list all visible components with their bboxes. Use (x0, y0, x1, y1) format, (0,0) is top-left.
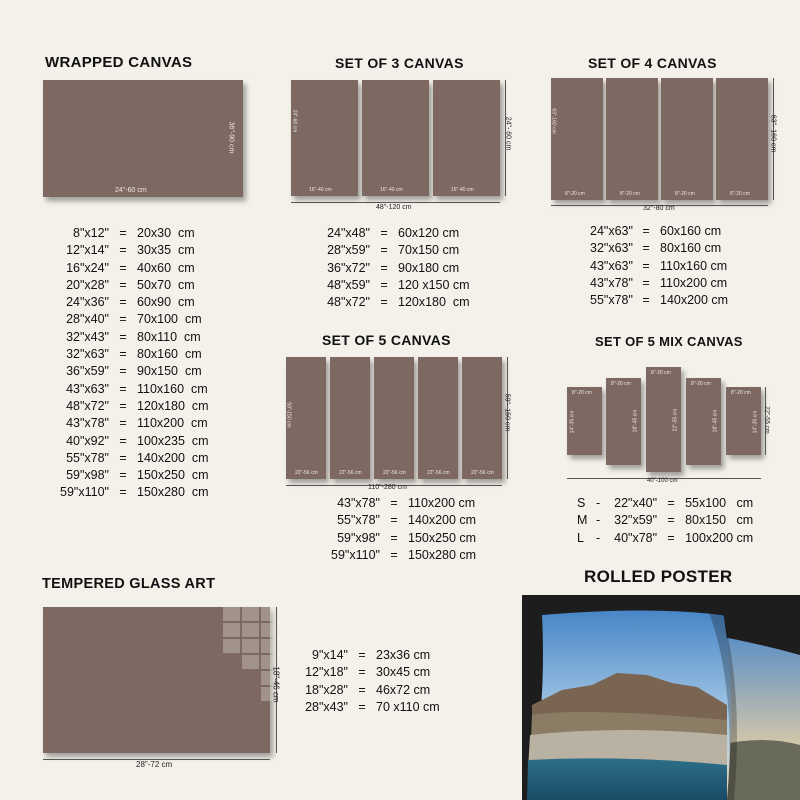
set5-title: SET OF 5 CANVAS (322, 332, 451, 348)
equals-sign: = (119, 433, 127, 448)
size-inches: 59"x110" (331, 547, 380, 562)
size-inches: 40"x92" (66, 433, 109, 448)
size-centimeters: 46x72 cm (376, 682, 431, 697)
equals-sign: = (380, 243, 388, 258)
set4-panel-label-4: 8"-20 cm (730, 191, 750, 197)
set5mix-center-height-label: 22"-55 cm (672, 408, 679, 432)
wrapped-size-row (57, 346, 237, 363)
size-centimeters: 110x160 cm (137, 381, 208, 396)
size-centimeters: 80x160 cm (660, 241, 722, 256)
set4-panel-2 (606, 78, 658, 200)
equals-sign: = (119, 468, 127, 483)
size-inches: 32"x63" (590, 241, 633, 256)
size-inches: 55"x78" (66, 450, 109, 465)
set5-panel-4 (418, 357, 458, 479)
size-centimeters: 80x110 cm (137, 329, 201, 344)
set5mix-panel-label-4: 8"-20 cm (691, 381, 711, 387)
equals-sign: = (667, 530, 675, 545)
set4-panel-label-1: 8"-20 cm (565, 191, 585, 197)
set5mix-panel-1 (567, 387, 602, 455)
equals-sign: = (119, 381, 127, 396)
size-centimeters: 100x235 cm (137, 433, 209, 448)
set4-size-row (590, 223, 750, 240)
wrapped-size-row (57, 329, 237, 346)
set3-size-row (318, 260, 488, 277)
equals-sign: = (358, 699, 366, 714)
set4-panel-4 (716, 78, 768, 200)
set3-size-row (318, 294, 488, 311)
set4-panel-3 (661, 78, 713, 200)
size-centimeters: 80x160 cm (137, 347, 202, 362)
set3-total-width-label: 48"-120 cm (376, 204, 412, 211)
wrapped-size-row (57, 363, 237, 380)
equals-sign: = (390, 513, 398, 528)
rolled-poster-illustration (522, 595, 800, 800)
set3-panel-label-3: 16"-40 cm (451, 187, 474, 193)
size-inches: 28"x40" (66, 312, 109, 327)
size-inches: 32"x43" (66, 329, 109, 344)
size-dash: - (589, 530, 608, 545)
size-inches: 43"x63" (590, 258, 633, 273)
size-inches: 32"x59" (614, 513, 658, 528)
size-centimeters: 110x160 cm (660, 258, 728, 273)
equals-sign: = (390, 530, 398, 545)
set5-panel-3 (374, 357, 414, 479)
equals-sign: = (119, 450, 127, 465)
size-centimeters: 120 x150 cm (398, 277, 470, 292)
size-inches: 28"x59" (327, 243, 370, 258)
size-dash: - (589, 496, 608, 510)
equals-sign: = (642, 275, 650, 290)
equals-sign: = (380, 295, 388, 310)
set3-panel-label-2: 16"-40 cm (380, 187, 403, 193)
equals-sign: = (119, 416, 127, 431)
size-inches: 48"x59" (327, 277, 370, 292)
size-centimeters: 70x150 cm (398, 243, 460, 258)
size-centimeters: 23x36 cm (376, 648, 431, 662)
set4-panel-label-2: 8"-20 cm (620, 191, 640, 197)
glass-title: TEMPERED GLASS ART (42, 576, 216, 592)
size-centimeters: 60x120 cm (398, 226, 460, 240)
set3-panel-label-1: 16"-40 cm (309, 187, 332, 193)
size-inches: 43"x78" (66, 416, 109, 431)
set5-panel-label-4: 22"-56 cm (427, 470, 450, 476)
equals-sign: = (119, 277, 127, 292)
set4-panel-1 (551, 78, 603, 200)
equals-sign: = (667, 513, 675, 528)
set4-panel-label-3: 8"-20 cm (675, 191, 695, 197)
size-inches: 20"x28" (66, 277, 109, 292)
set5mix-total-height-label: 22"-55 cm (763, 406, 770, 434)
set5-inner-height-label: 59"-150 cm (285, 402, 292, 428)
wrapped-canvas-panel (43, 80, 243, 197)
size-centimeters: 140x200 cm (660, 293, 729, 308)
set5mix-panel-label-2: 8"-20 cm (611, 381, 631, 387)
size-code: L (577, 530, 584, 545)
wrapped-canvas-title: WRAPPED CANVAS (45, 54, 193, 71)
size-inches: 43"x63" (66, 381, 109, 396)
glass-height-label: 18"-46 cm (271, 666, 281, 703)
size-inches: 59"x98" (66, 468, 109, 483)
equals-sign: = (119, 226, 127, 240)
set3-panel-1 (291, 80, 358, 196)
equals-sign: = (119, 329, 127, 344)
equals-sign: = (642, 224, 650, 238)
wrapped-size-row (57, 433, 237, 450)
wrapped-size-row (57, 242, 237, 259)
set5mix-mid-height-label-1: 18"-45 cm (632, 409, 639, 433)
size-dash: - (589, 513, 608, 528)
wrapped-size-list (57, 225, 237, 502)
equals-sign: = (119, 364, 127, 379)
wrapped-height-label: 36"-90 cm (227, 121, 235, 154)
size-centimeters: 55x100 cm (685, 496, 754, 510)
size-inches: 12"x14" (66, 243, 109, 258)
equals-sign: = (119, 295, 127, 310)
set5-size-list (318, 495, 498, 564)
size-inches: 36"x59" (66, 364, 109, 379)
size-centimeters: 140x200 cm (137, 450, 209, 465)
size-inches: 24"x63" (590, 224, 633, 238)
set5mix-panel-label-3: 8"-20 cm (651, 370, 671, 376)
equals-sign: = (119, 347, 127, 362)
set5mix-panel-5 (726, 387, 761, 455)
glass-size-row (304, 647, 476, 664)
glass-size-row (304, 682, 476, 699)
set4-size-row (590, 258, 750, 275)
set3-title: SET OF 3 CANVAS (335, 55, 464, 71)
equals-sign: = (390, 547, 398, 562)
size-inches: 8"x12" (73, 226, 109, 240)
size-code: S (577, 496, 586, 510)
set5-total-width-label: 110"-280 cm (368, 484, 407, 491)
size-centimeters: 120x180 cm (398, 295, 470, 310)
size-inches: 48"x72" (66, 398, 109, 413)
set5mix-panel-4 (686, 378, 721, 465)
size-centimeters: 20x30 cm (137, 226, 195, 240)
size-inches: 36"x72" (327, 260, 370, 275)
equals-sign: = (380, 277, 388, 292)
wrapped-size-row (57, 260, 237, 277)
set5-panel-label-2: 22"-56 cm (339, 470, 362, 476)
size-centimeters: 90x180 cm (398, 260, 460, 275)
equals-sign: = (119, 398, 127, 413)
size-code: M (577, 513, 588, 528)
size-inches: 55"x78" (590, 293, 633, 308)
set5mix-outer-height-label-1: 14"-35 cm (569, 410, 576, 434)
size-centimeters: 110x200 cm (408, 496, 476, 510)
equals-sign: = (667, 496, 675, 510)
size-centimeters: 110x200 cm (137, 416, 208, 431)
size-centimeters: 140x200 cm (408, 513, 477, 528)
equals-sign: = (358, 682, 366, 697)
set5-height-label: 59"- 150 cm (503, 393, 511, 432)
set5mix-title: SET OF 5 MIX CANVAS (595, 334, 743, 349)
glass-size-row (304, 699, 476, 716)
set5mix-panel-label-5: 8"-20 cm (731, 390, 751, 396)
set5mix-size-row (577, 512, 775, 529)
size-centimeters: 100x200 cm (685, 530, 754, 545)
equals-sign: = (358, 665, 366, 680)
wrapped-size-row (57, 415, 237, 432)
set3-height-label: 24"- 60 cm (504, 116, 512, 151)
size-centimeters: 30x45 cm (376, 665, 431, 680)
glass-panel (43, 607, 270, 753)
size-inches: 59"x110" (60, 485, 109, 500)
size-inches: 40"x78" (614, 530, 658, 545)
set3-panel-2 (362, 80, 429, 196)
size-inches: 28"x43" (305, 699, 348, 714)
set5-panel-5 (462, 357, 502, 479)
size-inches: 16"x24" (66, 260, 109, 275)
wrapped-size-row (57, 381, 237, 398)
set4-title: SET OF 4 CANVAS (588, 55, 717, 71)
size-inches: 43"x78" (590, 275, 633, 290)
set3-size-row (318, 242, 488, 259)
set4-size-row (590, 275, 750, 292)
set4-height-label: 63"- 160 cm (769, 114, 777, 153)
equals-sign: = (380, 226, 388, 240)
size-centimeters: 60x90 cm (137, 295, 195, 310)
size-centimeters: 30x35 cm (137, 243, 195, 258)
set4-size-row (590, 292, 750, 309)
size-centimeters: 60x160 cm (660, 224, 722, 238)
size-centimeters: 150x280 cm (408, 547, 477, 562)
equals-sign: = (358, 648, 366, 662)
size-inches: 32"x63" (66, 347, 109, 362)
set5-panel-label-1: 22"-56 cm (295, 470, 318, 476)
size-inches: 55"x78" (337, 513, 380, 528)
size-inches: 48"x72" (327, 295, 370, 310)
equals-sign: = (380, 260, 388, 275)
wrapped-width-label: 24"-60 cm (115, 187, 147, 194)
set4-size-row (590, 240, 750, 257)
wrapped-size-row (57, 277, 237, 294)
equals-sign: = (119, 312, 127, 327)
equals-sign: = (119, 260, 127, 275)
wrapped-size-row (57, 225, 237, 242)
wrapped-size-row (57, 484, 237, 501)
set4-size-list (590, 223, 750, 309)
size-centimeters: 80x150 cm (685, 513, 754, 528)
glass-size-list (304, 647, 476, 716)
wrapped-size-row (57, 467, 237, 484)
size-centimeters: 110x200 cm (660, 275, 728, 290)
size-centimeters: 70 x110 cm (376, 699, 440, 714)
rolled-poster-image (522, 595, 800, 800)
size-centimeters: 50x70 cm (137, 277, 195, 292)
set5mix-mid-height-label-2: 18"-45 cm (712, 409, 719, 433)
set5mix-panel-2 (606, 378, 641, 465)
set5mix-size-row (577, 530, 775, 547)
set3-size-row (318, 225, 488, 242)
set5-size-row (318, 547, 498, 564)
set5mix-panel-3 (646, 367, 681, 472)
equals-sign: = (390, 496, 398, 510)
size-inches: 18"x28" (305, 682, 348, 697)
glass-size-row (304, 664, 476, 681)
size-inches: 9"x14" (312, 648, 348, 662)
wrapped-size-row (57, 311, 237, 328)
set5-panel-label-5: 22"-56 cm (471, 470, 494, 476)
set5-panel-label-3: 22"-56 cm (383, 470, 406, 476)
size-centimeters: 40x60 cm (137, 260, 195, 275)
set4-inner-height-label: 63"-160 cm (550, 108, 557, 134)
wrapped-size-row (57, 294, 237, 311)
set5mix-panel-label-1: 8"-20 cm (572, 390, 592, 396)
size-centimeters: 150x280 cm (137, 485, 209, 500)
set5mix-size-row (577, 495, 775, 512)
glass-width-label: 28"-72 cm (136, 760, 173, 769)
set5-size-row (318, 512, 498, 529)
set5-size-row (318, 530, 498, 547)
set3-size-list (318, 225, 488, 311)
equals-sign: = (642, 241, 650, 256)
equals-sign: = (119, 243, 127, 258)
equals-sign: = (642, 258, 650, 273)
set5-panel-2 (330, 357, 370, 479)
set3-size-row (318, 277, 488, 294)
size-centimeters: 150x250 cm (137, 468, 209, 483)
size-inches: 43"x78" (337, 496, 380, 510)
wrapped-size-row (57, 450, 237, 467)
equals-sign: = (119, 485, 127, 500)
set5-size-row (318, 495, 498, 512)
size-inches: 22"x40" (614, 496, 658, 510)
set4-total-width-label: 32"-80 cm (643, 205, 675, 212)
size-centimeters: 120x180 cm (137, 398, 209, 413)
set3-inner-height-label: 24"-60 cm (291, 109, 298, 133)
size-inches: 24"x48" (327, 226, 370, 240)
size-inches: 24"x36" (66, 295, 109, 310)
size-centimeters: 70x100 cm (137, 312, 202, 327)
size-inches: 59"x98" (337, 530, 380, 545)
size-inches: 12"x18" (305, 665, 348, 680)
set5mix-total-width-label: 40"-100 cm (647, 478, 678, 484)
wrapped-size-row (57, 398, 237, 415)
size-centimeters: 150x250 cm (408, 530, 477, 545)
set3-width-line (291, 202, 500, 203)
set3-panel-3 (433, 80, 500, 196)
set5mix-outer-height-label-2: 14"-35 cm (752, 410, 759, 434)
set5mix-size-list (577, 495, 775, 547)
poster-title: ROLLED POSTER (584, 567, 733, 586)
size-centimeters: 90x150 cm (137, 364, 202, 379)
set5-panel-1 (286, 357, 326, 479)
equals-sign: = (642, 293, 650, 308)
